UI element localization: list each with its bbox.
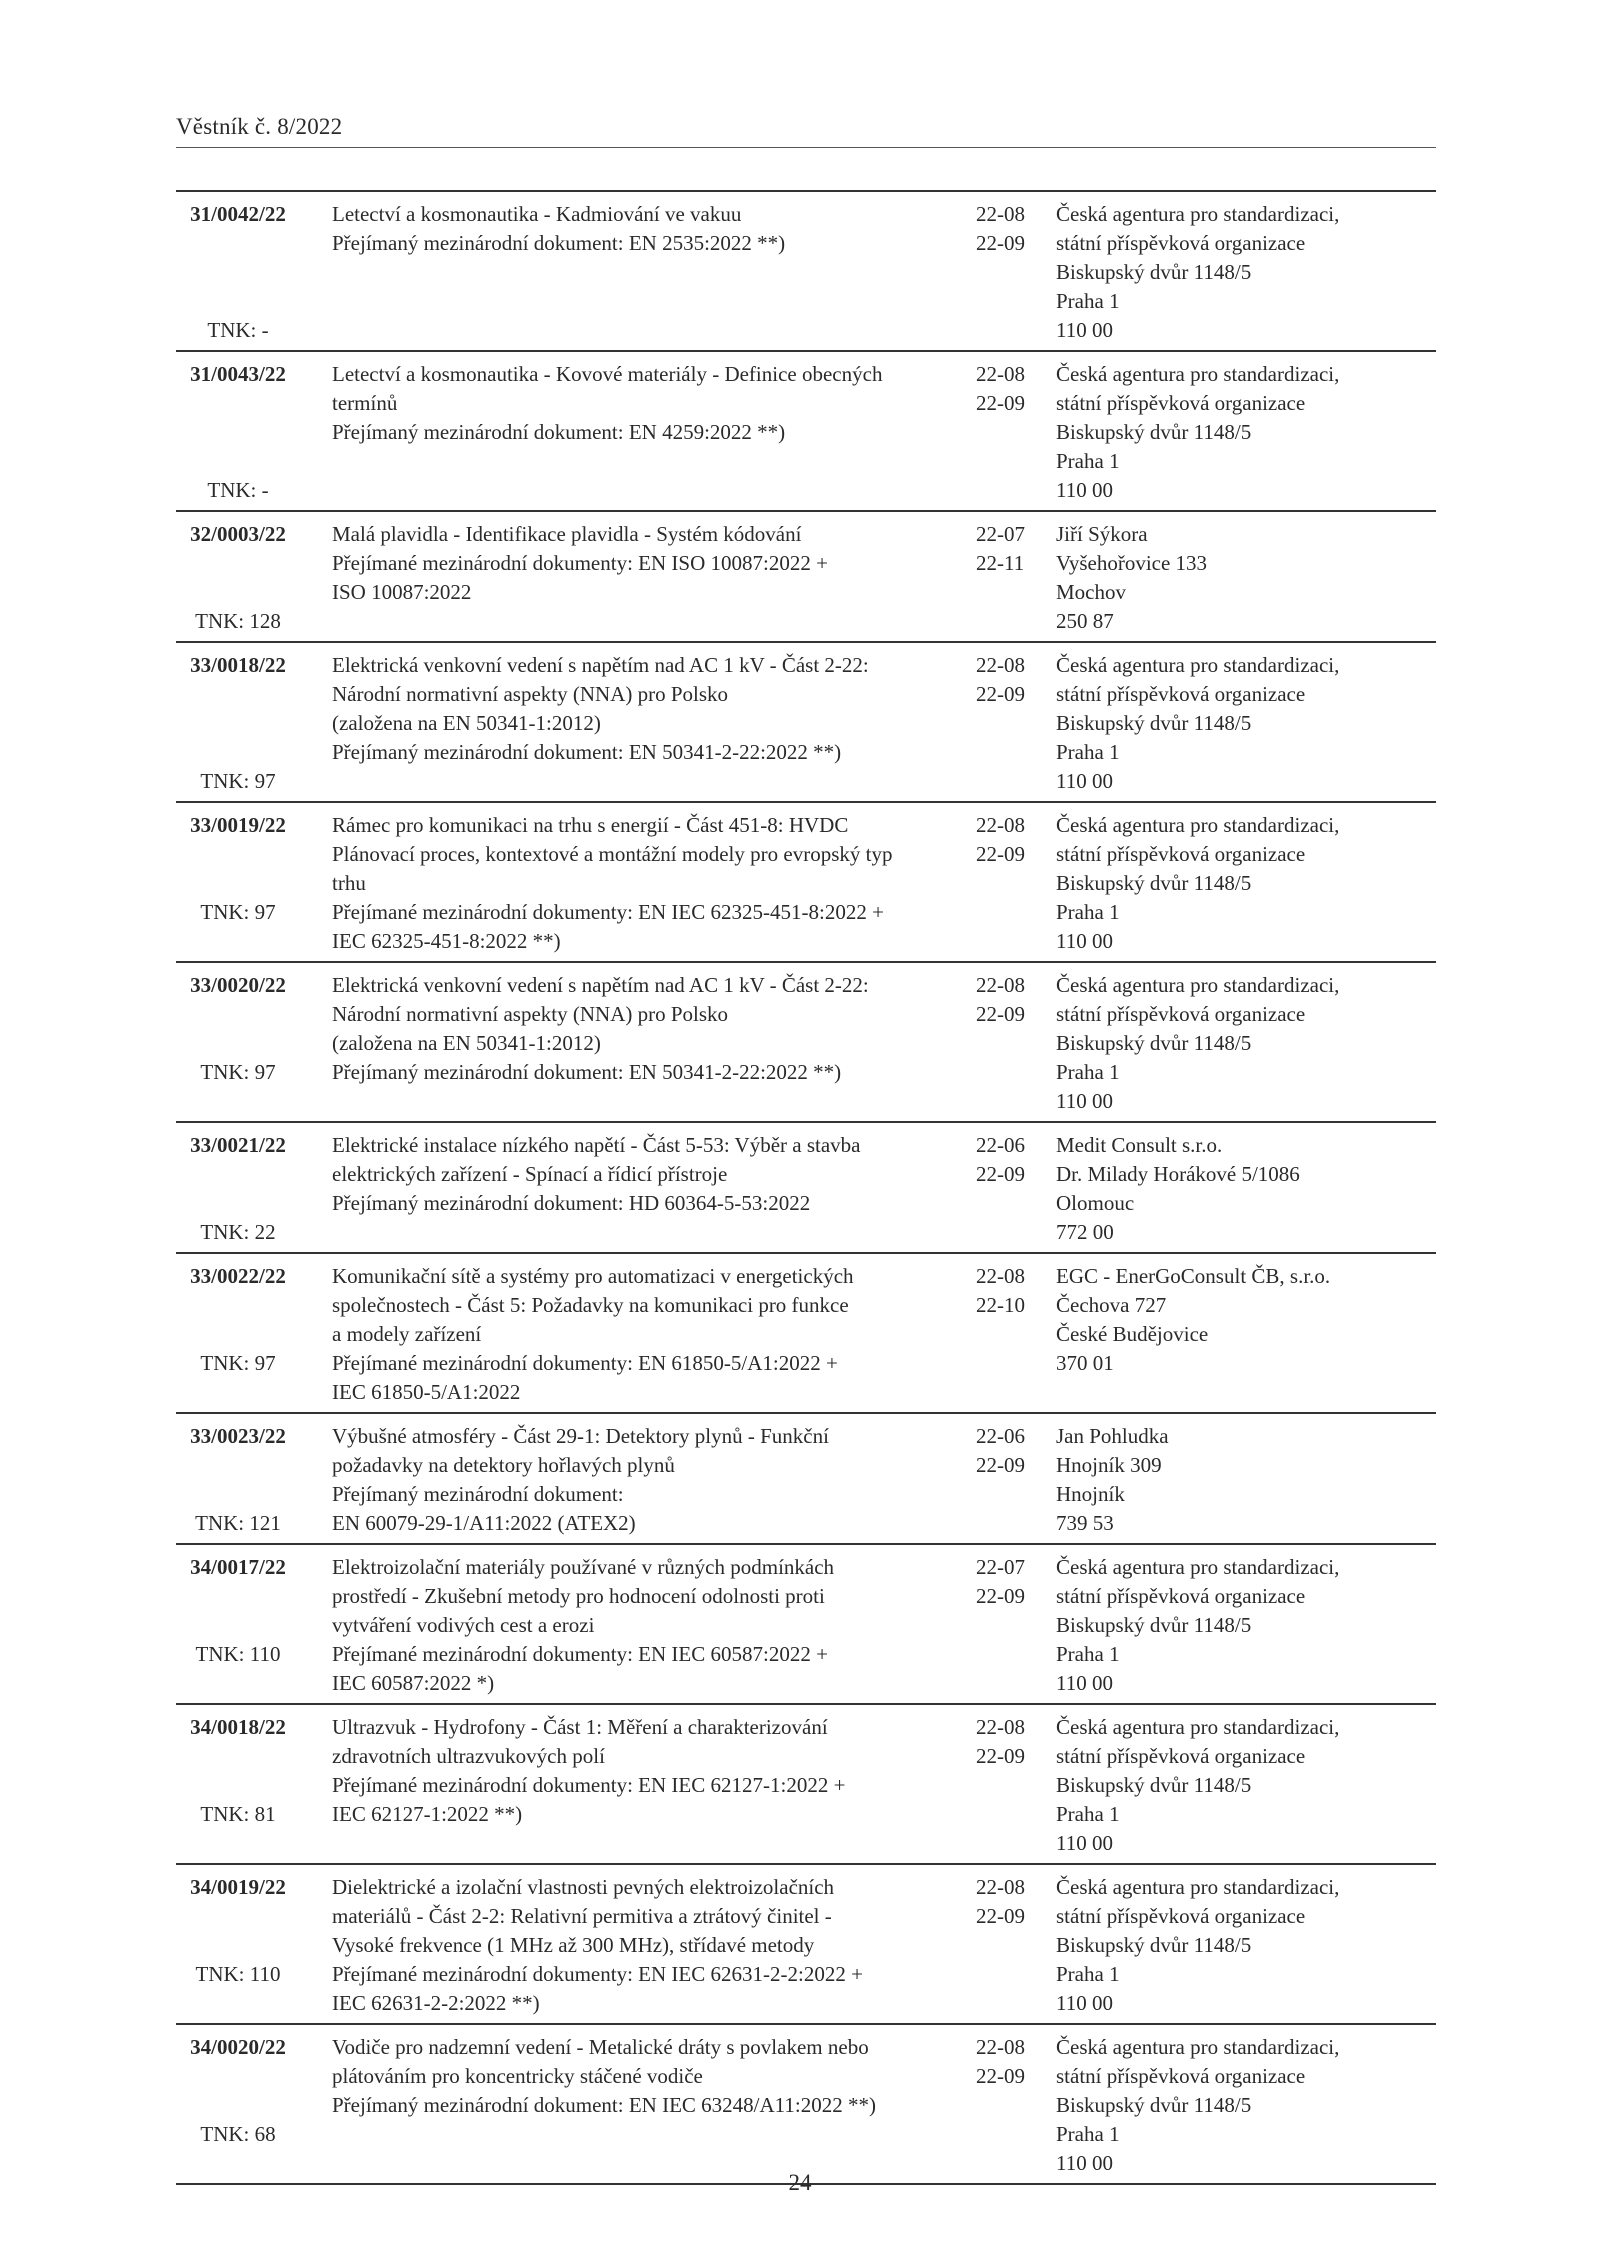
title-cell <box>306 1553 946 1698</box>
title-line: materiálů - Část 2-2: Relativní permitiva a ztrátový činitel - <box>332 1904 832 1928</box>
entry-number-cell <box>176 1553 306 1698</box>
title-line: Přejímaný mezinárodní dokument: EN 4259:2022 **) <box>332 420 786 444</box>
entry-row <box>176 963 1436 1123</box>
dates-cell <box>946 1131 1036 1247</box>
document-number: 33/0021/22 <box>190 1133 286 1157</box>
date-value: 22-09 <box>976 1904 1025 1928</box>
title-line: Přejímané mezinárodní dokumenty: EN 61850-5/A1:2022 + <box>332 1351 838 1375</box>
address-line: Praha 1 <box>1056 1802 1120 1826</box>
date-value: 22-07 <box>976 1555 1025 1579</box>
entry-row <box>176 1414 1436 1545</box>
title-line: IEC 60587:2022 *) <box>332 1671 495 1695</box>
page-number: 24 <box>788 2170 812 2195</box>
address-cell <box>1036 1262 1436 1407</box>
title-line: zdravotních ultrazvukových polí <box>332 1744 605 1768</box>
dates-cell <box>946 200 1036 345</box>
date-value: 22-06 <box>976 1424 1025 1448</box>
dates-cell <box>946 520 1036 636</box>
address-line: Česká agentura pro standardizaci, <box>1056 1875 1340 1899</box>
title-line: Přejímané mezinárodní dokumenty: EN ISO 10087:2022 + <box>332 551 828 575</box>
address-line: 739 53 <box>1056 1511 1114 1535</box>
date-value: 22-08 <box>976 813 1025 837</box>
date-value: 22-09 <box>976 1453 1025 1477</box>
title-cell <box>306 651 946 796</box>
title-line: prostředí - Zkušební metody pro hodnocení odolnosti proti <box>332 1584 825 1608</box>
date-value: 22-08 <box>976 362 1025 386</box>
tnk-label: TNK: 97 <box>200 900 276 924</box>
document-number: 31/0042/22 <box>190 202 286 226</box>
address-line: Česká agentura pro standardizaci, <box>1056 2035 1340 2059</box>
document-number: 33/0020/22 <box>190 973 286 997</box>
entry-row <box>176 1545 1436 1705</box>
entry-number-cell <box>176 1131 306 1247</box>
address-line: 110 00 <box>1056 1671 1113 1695</box>
document-number: 34/0019/22 <box>190 1875 286 1899</box>
entry-number-cell <box>176 2033 306 2178</box>
address-line: Česká agentura pro standardizaci, <box>1056 813 1340 837</box>
entry-number-cell <box>176 651 306 796</box>
title-line: Elektrická venkovní vedení s napětím nad AC 1 kV - Část 2-22: <box>332 653 869 677</box>
address-line: státní příspěvková organizace <box>1056 1002 1306 1026</box>
address-line: Praha 1 <box>1056 1962 1120 1986</box>
date-value: 22-09 <box>976 682 1025 706</box>
tnk-label: TNK: - <box>207 478 269 502</box>
address-line: Medit Consult s.r.o. <box>1056 1133 1223 1157</box>
title-line: IEC 61850-5/A1:2022 <box>332 1380 521 1404</box>
title-cell <box>306 1873 946 2018</box>
tnk-label: TNK: 110 <box>195 1962 281 1986</box>
address-cell <box>1036 360 1436 505</box>
address-line: státní příspěvková organizace <box>1056 682 1306 706</box>
date-value: 22-08 <box>976 1875 1025 1899</box>
date-value: 22-09 <box>976 2064 1025 2088</box>
address-line: Česká agentura pro standardizaci, <box>1056 973 1340 997</box>
dates-cell <box>946 1262 1036 1407</box>
title-line: Elektrické instalace nízkého napětí - Část 5-53: Výběr a stavba <box>332 1133 861 1157</box>
address-line: státní příspěvková organizace <box>1056 231 1306 255</box>
tnk-label: TNK: 22 <box>200 1220 276 1244</box>
document-number: 33/0018/22 <box>190 653 286 677</box>
document-number: 33/0023/22 <box>190 1424 286 1448</box>
date-value: 22-09 <box>976 1584 1025 1608</box>
title-line: Komunikační sítě a systémy pro automatizaci v energetických <box>332 1264 854 1288</box>
date-value: 22-08 <box>976 1264 1025 1288</box>
title-cell <box>306 1262 946 1407</box>
title-cell <box>306 1713 946 1858</box>
title-line: požadavky na detektory hořlavých plynů <box>332 1453 675 1477</box>
address-line: 110 00 <box>1056 769 1113 793</box>
address-line: státní příspěvková organizace <box>1056 842 1306 866</box>
entry-number-cell <box>176 1873 306 2018</box>
address-line: Praha 1 <box>1056 2122 1120 2146</box>
address-line: 110 00 <box>1056 1991 1113 2015</box>
title-line: trhu <box>332 871 366 895</box>
tnk-label: TNK: 110 <box>195 1642 281 1666</box>
dates-cell <box>946 651 1036 796</box>
title-line: IEC 62631-2-2:2022 **) <box>332 1991 540 2015</box>
document-number: 31/0043/22 <box>190 362 286 386</box>
address-cell <box>1036 200 1436 345</box>
address-line: Biskupský dvůr 1148/5 <box>1056 1773 1252 1797</box>
title-line: (založena na EN 50341-1:2012) <box>332 711 601 735</box>
address-line: 110 00 <box>1056 929 1113 953</box>
entry-row <box>176 803 1436 963</box>
address-cell <box>1036 1873 1436 2018</box>
address-line: Česká agentura pro standardizaci, <box>1056 653 1340 677</box>
title-line: Plánovací proces, kontextové a montážní modely pro evropský typ <box>332 842 893 866</box>
entry-row <box>176 643 1436 803</box>
title-line: ISO 10087:2022 <box>332 580 472 604</box>
date-value: 22-09 <box>976 1744 1025 1768</box>
address-line: 772 00 <box>1056 1220 1114 1244</box>
date-value: 22-08 <box>976 653 1025 677</box>
title-line: a modely zařízení <box>332 1322 482 1346</box>
document-number: 32/0003/22 <box>190 522 286 546</box>
title-cell <box>306 1422 946 1538</box>
date-value: 22-08 <box>976 1715 1025 1739</box>
title-line: Přejímané mezinárodní dokumenty: EN IEC 62325-451-8:2022 + <box>332 900 884 924</box>
date-value: 22-09 <box>976 842 1025 866</box>
address-cell <box>1036 1131 1436 1247</box>
address-line: České Budějovice <box>1056 1322 1209 1346</box>
title-line: Ultrazvuk - Hydrofony - Část 1: Měření a charakterizování <box>332 1715 828 1739</box>
title-cell <box>306 811 946 956</box>
address-line: Mochov <box>1056 580 1126 604</box>
title-line: Výbušné atmosféry - Část 29-1: Detektory plynů - Funkční <box>332 1424 829 1448</box>
entry-row <box>176 352 1436 512</box>
tnk-label: TNK: 128 <box>195 609 281 633</box>
dates-cell <box>946 971 1036 1116</box>
title-line: Elektroizolační materiály používané v různých podmínkách <box>332 1555 835 1579</box>
address-line: 250 87 <box>1056 609 1114 633</box>
title-line: Přejímaný mezinárodní dokument: <box>332 1482 624 1506</box>
address-line: Jan Pohludka <box>1056 1424 1169 1448</box>
address-line: Praha 1 <box>1056 289 1120 313</box>
address-cell <box>1036 1422 1436 1538</box>
title-line: Přejímaný mezinárodní dokument: EN IEC 63248/A11:2022 **) <box>332 2093 876 2117</box>
address-line: Česká agentura pro standardizaci, <box>1056 1555 1340 1579</box>
title-line: Letectví a kosmonautika - Kadmiování ve vakuu <box>332 202 742 226</box>
dates-cell <box>946 360 1036 505</box>
address-line: Praha 1 <box>1056 1060 1120 1084</box>
title-line: termínů <box>332 391 398 415</box>
date-value: 22-11 <box>976 551 1025 575</box>
address-cell <box>1036 1553 1436 1698</box>
entry-row <box>176 1123 1436 1254</box>
title-line: (založena na EN 50341-1:2012) <box>332 1031 601 1055</box>
title-cell <box>306 360 946 505</box>
address-line: Praha 1 <box>1056 449 1120 473</box>
document-number: 34/0020/22 <box>190 2035 286 2059</box>
tnk-label: TNK: 97 <box>200 1351 276 1375</box>
date-value: 22-07 <box>976 522 1025 546</box>
title-line: Přejímaný mezinárodní dokument: EN 50341-2-22:2022 **) <box>332 1060 842 1084</box>
date-value: 22-08 <box>976 2035 1025 2059</box>
address-line: Česká agentura pro standardizaci, <box>1056 1715 1340 1739</box>
title-line: Vodiče pro nadzemní vedení - Metalické dráty s povlakem nebo <box>332 2035 869 2059</box>
address-line: 370 01 <box>1056 1351 1114 1375</box>
dates-cell <box>946 2033 1036 2178</box>
title-line: vytváření vodivých cest a erozi <box>332 1613 595 1637</box>
title-line: Národní normativní aspekty (NNA) pro Polsko <box>332 682 729 706</box>
address-line: 110 00 <box>1056 2151 1113 2175</box>
address-line: státní příspěvková organizace <box>1056 1584 1306 1608</box>
address-line: Česká agentura pro standardizaci, <box>1056 202 1340 226</box>
date-value: 22-09 <box>976 1002 1025 1026</box>
address-line: Biskupský dvůr 1148/5 <box>1056 420 1252 444</box>
date-value: 22-09 <box>976 391 1025 415</box>
title-line: Přejímané mezinárodní dokumenty: EN IEC 62631-2-2:2022 + <box>332 1962 863 1986</box>
tnk-label: TNK: 121 <box>195 1511 281 1535</box>
date-value: 22-09 <box>976 231 1025 255</box>
date-value: 22-06 <box>976 1133 1025 1157</box>
entry-number-cell <box>176 360 306 505</box>
title-line: IEC 62127-1:2022 **) <box>332 1802 523 1826</box>
entry-row <box>176 1705 1436 1865</box>
address-line: Dr. Milady Horákové 5/1086 <box>1056 1162 1300 1186</box>
title-line: Letectví a kosmonautika - Kovové materiály - Definice obecných <box>332 362 883 386</box>
title-line: Dielektrické a izolační vlastnosti pevných elektroizolačních <box>332 1875 835 1899</box>
address-line: Praha 1 <box>1056 740 1120 764</box>
entry-number-cell <box>176 520 306 636</box>
address-line: Biskupský dvůr 1148/5 <box>1056 711 1252 735</box>
entry-row <box>176 1865 1436 2025</box>
title-line: Národní normativní aspekty (NNA) pro Polsko <box>332 1002 729 1026</box>
document-number: 34/0018/22 <box>190 1715 286 1739</box>
title-cell <box>306 2033 946 2178</box>
dates-cell <box>946 811 1036 956</box>
tnk-label: TNK: 68 <box>200 2122 276 2146</box>
title-line: IEC 62325-451-8:2022 **) <box>332 929 561 953</box>
address-line: 110 00 <box>1056 318 1113 342</box>
address-line: Česká agentura pro standardizaci, <box>1056 362 1340 386</box>
tnk-label: TNK: 97 <box>200 769 276 793</box>
entry-number-cell <box>176 1422 306 1538</box>
tnk-label: TNK: 81 <box>200 1802 276 1826</box>
title-line: Malá plavidla - Identifikace plavidla - Systém kódování <box>332 522 802 546</box>
address-line: EGC - EnerGoConsult ČB, s.r.o. <box>1056 1264 1331 1288</box>
address-cell <box>1036 811 1436 956</box>
header-divider <box>176 147 1436 148</box>
address-line: Olomouc <box>1056 1191 1135 1215</box>
title-cell <box>306 200 946 345</box>
entries-table <box>176 190 1436 2185</box>
address-line: Biskupský dvůr 1148/5 <box>1056 1031 1252 1055</box>
address-cell <box>1036 971 1436 1116</box>
title-line: Elektrická venkovní vedení s napětím nad AC 1 kV - Část 2-22: <box>332 973 869 997</box>
address-line: státní příspěvková organizace <box>1056 391 1306 415</box>
entry-number-cell <box>176 1262 306 1407</box>
title-line: Přejímané mezinárodní dokumenty: EN IEC 60587:2022 + <box>332 1642 828 1666</box>
address-line: Hnojník <box>1056 1482 1125 1506</box>
date-value: 22-10 <box>976 1293 1025 1317</box>
address-line: státní příspěvková organizace <box>1056 1904 1306 1928</box>
entry-number-cell <box>176 971 306 1116</box>
title-line: Přejímaný mezinárodní dokument: EN 50341-2-22:2022 **) <box>332 740 842 764</box>
document-number: 33/0019/22 <box>190 813 286 837</box>
title-line: Vysoké frekvence (1 MHz až 300 MHz), střídavé metody <box>332 1933 815 1957</box>
dates-cell <box>946 1713 1036 1858</box>
entry-row <box>176 1254 1436 1414</box>
tnk-label: TNK: - <box>207 318 269 342</box>
document-number: 33/0022/22 <box>190 1264 286 1288</box>
address-line: Praha 1 <box>1056 1642 1120 1666</box>
address-line: Praha 1 <box>1056 900 1120 924</box>
date-value: 22-08 <box>976 202 1025 226</box>
address-line: 110 00 <box>1056 1831 1113 1855</box>
address-line: Hnojník 309 <box>1056 1453 1162 1477</box>
dates-cell <box>946 1553 1036 1698</box>
page-header: Věstník č. 8/2022 <box>176 114 343 139</box>
entry-number-cell <box>176 200 306 345</box>
document-number: 34/0017/22 <box>190 1555 286 1579</box>
address-line: Biskupský dvůr 1148/5 <box>1056 260 1252 284</box>
address-line: 110 00 <box>1056 1089 1113 1113</box>
entry-number-cell <box>176 811 306 956</box>
entry-row <box>176 2025 1436 2185</box>
title-line: Rámec pro komunikaci na trhu s energií - Část 451-8: HVDC <box>332 813 849 837</box>
entry-row <box>176 512 1436 643</box>
title-cell <box>306 520 946 636</box>
address-line: Jiří Sýkora <box>1056 522 1148 546</box>
title-cell <box>306 971 946 1116</box>
dates-cell <box>946 1873 1036 2018</box>
title-line: plátováním pro koncentricky stáčené vodiče <box>332 2064 703 2088</box>
address-line: Biskupský dvůr 1148/5 <box>1056 1933 1252 1957</box>
address-line: Čechova 727 <box>1056 1293 1167 1317</box>
title-line: společnostech - Část 5: Požadavky na komunikaci pro funkce <box>332 1293 849 1317</box>
address-line: státní příspěvková organizace <box>1056 2064 1306 2088</box>
address-line: 110 00 <box>1056 478 1113 502</box>
address-cell <box>1036 520 1436 636</box>
title-line: Přejímaný mezinárodní dokument: HD 60364-5-53:2022 <box>332 1191 811 1215</box>
title-cell <box>306 1131 946 1247</box>
address-line: Biskupský dvůr 1148/5 <box>1056 1613 1252 1637</box>
title-line: Přejímaný mezinárodní dokument: EN 2535:2022 **) <box>332 231 786 255</box>
dates-cell <box>946 1422 1036 1538</box>
date-value: 22-09 <box>976 1162 1025 1186</box>
address-line: Biskupský dvůr 1148/5 <box>1056 871 1252 895</box>
title-line: elektrických zařízení - Spínací a řídicí přístroje <box>332 1162 728 1186</box>
entry-row <box>176 192 1436 352</box>
address-line: státní příspěvková organizace <box>1056 1744 1306 1768</box>
entry-number-cell <box>176 1713 306 1858</box>
title-line: Přejímané mezinárodní dokumenty: EN IEC 62127-1:2022 + <box>332 1773 846 1797</box>
address-cell <box>1036 1713 1436 1858</box>
address-cell <box>1036 2033 1436 2178</box>
address-cell <box>1036 651 1436 796</box>
address-line: Vyšehořovice 133 <box>1056 551 1208 575</box>
date-value: 22-08 <box>976 973 1025 997</box>
address-line: Biskupský dvůr 1148/5 <box>1056 2093 1252 2117</box>
title-line: EN 60079-29-1/A11:2022 (ATEX2) <box>332 1511 636 1535</box>
tnk-label: TNK: 97 <box>200 1060 276 1084</box>
